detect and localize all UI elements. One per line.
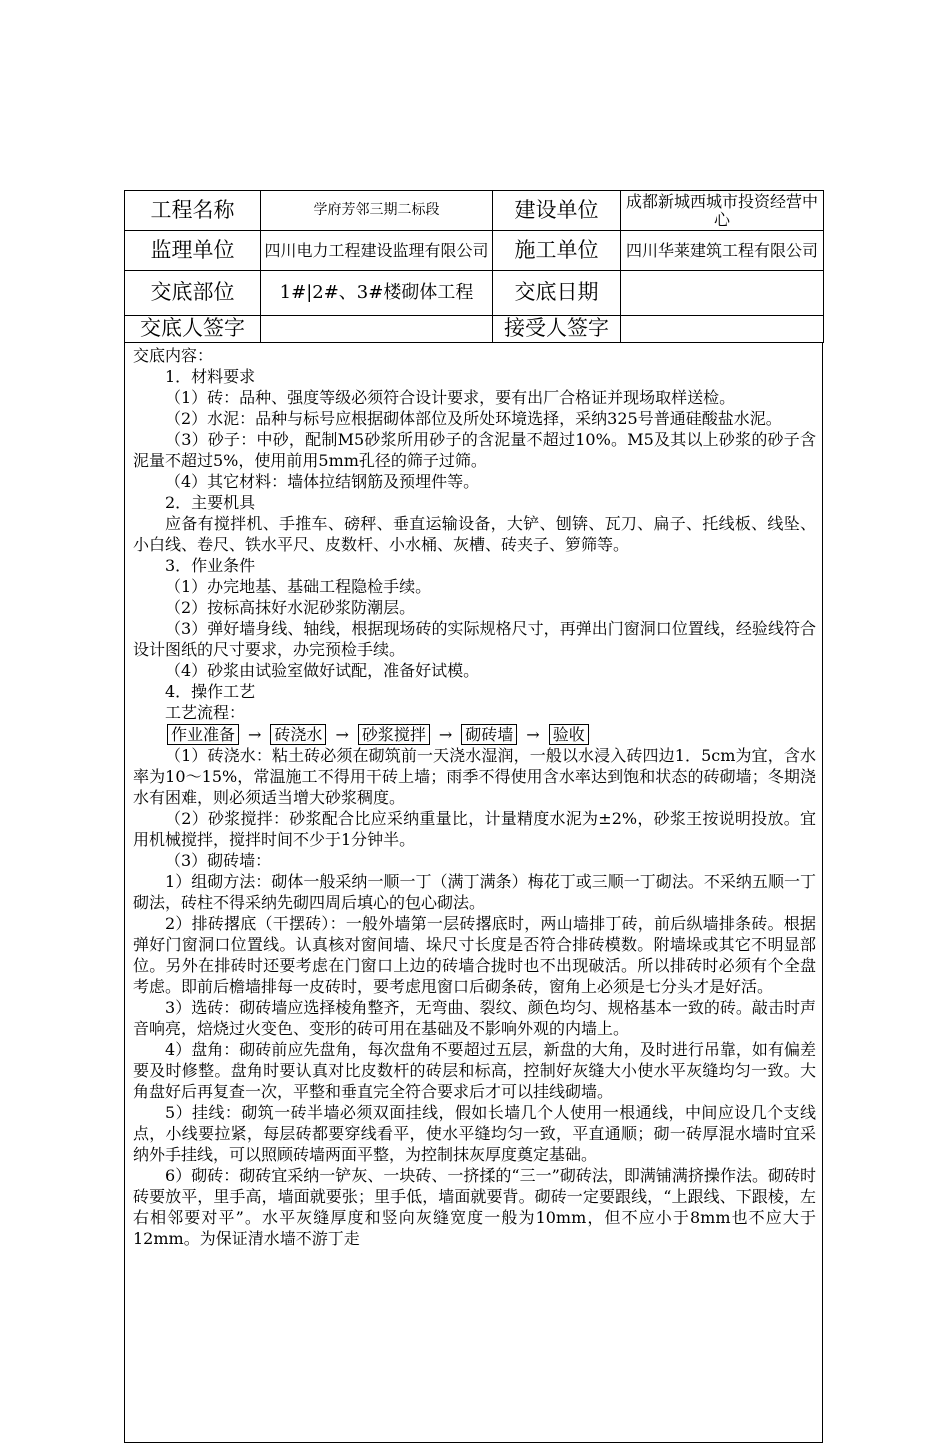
process-flow (133, 724, 816, 745)
paragraph: （2）砂浆搅拌：砂浆配合比应采纳重量比，计量精度水泥为±2%，砂浆王按说明投放。宜用机械搅拌，搅拌时间不少于1分钟半。 (133, 809, 816, 849)
paragraph: 4）盘角：砌砖前应先盘角，每次盘角不要超过五层，新盘的大角，及时进行吊靠，如有偏差要及时修整。盘角时要认真对比皮数杆的砖层和标高，控制好灰缝大小使水平灰缝均匀一致。大角盘好后再复查一次，平整和垂直完全符合要求后才可以挂线砌墙。 (133, 1040, 816, 1101)
header-row-project (125, 191, 824, 231)
paragraph: （1）砖浇水：粘土砖必须在砌筑前一天浇水湿润，一般以水浸入砖四边1．5cm为宜，含水率为10～15%，常温施工不得用干砖上墙；雨季不得使用含水率达到饱和状态的砖砌墙；冬期浇水有困难，则必须适当增大砂浆稠度。 (133, 746, 816, 807)
supervisor-value: 四川电力工程建设监理有限公司 (261, 231, 493, 271)
disclosure-date-label: 交底日期 (493, 271, 621, 316)
flow-title: 工艺流程： (165, 703, 246, 722)
flow-step: 砖浇水 (270, 724, 326, 745)
flow-arrow: → (335, 725, 349, 744)
project-name-value: 学府芳邻三期二标段 (261, 191, 493, 231)
paragraph: 3）选砖：砌砖墙应选择棱角整齐，无弯曲、裂纹、颜色均匀、规格基本一致的砖。敲击时声音响亮，焙烧过火变色、变形的砖可用在基础及不影响外观的内墙上。 (133, 998, 816, 1038)
header-row-supervisor (125, 231, 824, 271)
disclosure-part-value: 1#|2#、3#楼砌体工程 (261, 271, 493, 316)
paragraph: 5）挂线：砌筑一砖半墙必须双面挂线，假如长墙几个人使用一根通线，中间应设几个支线点，小线要拉紧，每层砖都要穿线看平，使水平缝均匀一致，平直通顺；砌一砖厚混水墙时宜采纳外手挂线，可以照顾砖墙两面平整，为控制抹灰厚度奠定基础。 (133, 1103, 816, 1164)
section-title: 2．主要机具 (165, 493, 256, 512)
section-title: 1．材料要求 (165, 367, 256, 386)
paragraph: （3）砌砖墙： (165, 851, 272, 870)
header-table (124, 190, 824, 343)
paragraph: （1）办完地基、基础工程隐检手续。 (165, 577, 432, 596)
paragraph: （3）砂子：中砂，配制M5砂浆所用砂子的含泥量不超过10%。M5及其以上砂浆的砂子含泥量不超过5%，使用前用5mm孔径的筛子过筛。 (133, 430, 816, 470)
disclosure-content (124, 343, 823, 1443)
content-intro: 交底内容： (133, 346, 214, 365)
flow-arrow: → (526, 725, 540, 744)
flow-arrow: → (248, 725, 262, 744)
flow-step: 砌砖墙 (461, 724, 517, 745)
paragraph: （3）弹好墙身线、轴线，根据现场砖的实际规格尺寸，再弹出门窗洞口位置线，经验线符合设计图纸的尺寸要求，办完预检手续。 (133, 619, 816, 659)
paragraph: （4）其它材料：墙体拉结钢筋及预埋件等。 (165, 472, 480, 491)
paragraph: 6）砌砖：砌砖宜采纳一铲灰、一块砖、一挤揉的“三一”砌砖法，即满铺满挤操作法。砌砖时砖要放平，里手高，墙面就要张；里手低，墙面就要背。砌砖一定要跟线，“上跟线、下跟棱，左右相邻要对平”。水平灰缝厚度和竖向灰缝宽度一般为10mm，但不应小于8mm也不应大于12mm。为保证清水墙不游丁走 (133, 1166, 816, 1248)
tech-disclosure-sheet (124, 190, 823, 1443)
supervisor-label: 监理单位 (125, 231, 261, 271)
receiver-signature-label: 接受人签字 (493, 316, 621, 343)
flow-arrow: → (438, 725, 453, 744)
paragraph: （1）砖：品种、强度等级必须符合设计要求，要有出厂合格证并现场取样送检。 (165, 388, 736, 407)
client-label: 建设单位 (493, 191, 621, 231)
header-row-signature (125, 316, 824, 343)
flow-step: 验收 (549, 724, 589, 745)
project-name-label: 工程名称 (125, 191, 261, 231)
paragraph: （2）水泥：品种与标号应根据砌体部位及所处环境选择，采纳325号普通硅酸盐水泥。 (165, 409, 782, 428)
paragraph: （2）按标高抹好水泥砂浆防潮层。 (165, 598, 416, 617)
paragraph: 2）排砖撂底（干摆砖）：一般外墙第一层砖撂底时，两山墙排丁砖，前后纵墙排条砖。根据弹好门窗洞口位置线。认真核对窗间墙、垛尺寸长度是否符合排砖模数。附墙垛或其它不明显部位。另外在排砖时还要考虑在门窗口上边的砖墙合拢时也不出现破活。所以排砖时必须有个全盘考虑。即前后檐墙排每一皮砖时，要考虑甩窗口后砌条砖，窗角上必须是七分头才是好活。 (133, 914, 816, 996)
flow-step: 砂浆搅拌 (358, 724, 430, 745)
header-row-part (125, 271, 824, 316)
discloser-signature-field (261, 316, 493, 343)
client-value: 成都新城西城市投资经营中心 (621, 191, 824, 231)
contractor-value: 四川华莱建筑工程有限公司 (621, 231, 824, 271)
paragraph: （4）砂浆由试验室做好试配，准备好试模。 (165, 661, 480, 680)
section-title: 4．操作工艺 (165, 682, 256, 701)
disclosure-part-label: 交底部位 (125, 271, 261, 316)
paragraph: 1）组砌方法：砌体一般采纳一顺一丁（满丁满条）梅花丁或三顺一丁砌法。不采纳五顺一丁砌法，砖柱不得采纳先砌四周后填心的包心砌法。 (133, 872, 816, 912)
receiver-signature-field (621, 316, 824, 343)
disclosure-date-value (621, 271, 824, 316)
contractor-label: 施工单位 (493, 231, 621, 271)
discloser-signature-label: 交底人签字 (125, 316, 261, 343)
section-title: 3．作业条件 (165, 556, 256, 575)
flow-step: 作业准备 (167, 724, 239, 745)
paragraph: 应备有搅拌机、手推车、磅秤、垂直运输设备，大铲、刨锛、瓦刀、扁子、托线板、线坠、小白线、卷尺、铁水平尺、皮数杆、小水桶、灰槽、砖夹子、箩筛等。 (133, 514, 816, 554)
